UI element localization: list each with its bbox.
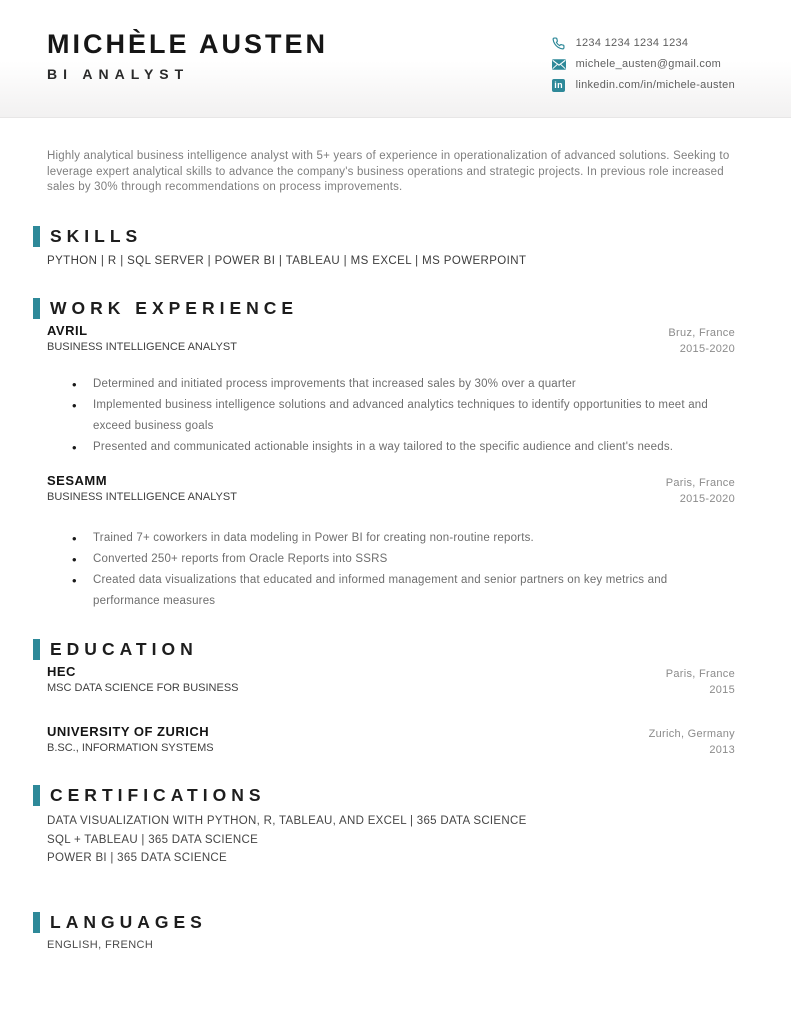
bullet-item: • Trained 7+ coworkers in data modeling in Power BI for creating non-routine reports. [72, 528, 735, 549]
bullet-item: • Converted 250+ reports from Oracle Reports into SSRS [72, 549, 735, 570]
job-meta [666, 473, 735, 507]
education-heading: EDUCATION [50, 639, 198, 660]
job-location: Paris, France [665, 477, 735, 490]
phone-number: 1234 1234 1234 1234 [575, 37, 689, 49]
job-header-sesamm [47, 473, 735, 507]
bullet-item: • Implemented business intelligence solutions and advanced analytics techniques to identify opportunities to meet and exceed business goals [72, 395, 735, 437]
company-name: SESAMM [47, 473, 108, 489]
job-identity [47, 473, 237, 507]
person-role: BI ANALYST [47, 65, 190, 82]
skills-heading: SKILLS [50, 226, 143, 247]
contact-email [552, 57, 735, 71]
header [0, 0, 791, 118]
accent-bar [33, 639, 40, 660]
school-name: HEC [47, 664, 76, 680]
accent-bar [33, 912, 40, 933]
education-meta [649, 724, 735, 758]
job-dates: 2015-2020 [679, 493, 735, 506]
bullet-item: • Determined and initiated process improvements that increased sales by 30% over a quarter [72, 374, 735, 395]
degree-name: B.SC., INFORMATION SYSTEMS [47, 742, 214, 755]
certification-item: SQL + TABLEAU | 365 DATA SCIENCE [47, 833, 259, 846]
certification-item: POWER BI | 365 DATA SCIENCE [47, 852, 228, 865]
education-meta [666, 664, 735, 698]
education-year: 2015 [709, 684, 735, 697]
phone-icon [552, 36, 566, 50]
job-location: Bruz, France [668, 327, 735, 340]
education-location: Paris, France [665, 668, 735, 681]
work-section-heading [33, 298, 791, 319]
accent-bar [33, 226, 40, 247]
job-bullets-avril [72, 374, 735, 458]
job-identity [47, 323, 237, 357]
education-year: 2013 [709, 744, 735, 757]
bullet-item: • Presented and communicated actionable insights in a way tailored to the specific audience and client's needs. [72, 437, 735, 458]
certifications-section-heading [33, 785, 791, 806]
education-identity [47, 664, 239, 698]
linkedin-url: linkedin.com/in/michele-austen [575, 79, 735, 91]
bullet-item: • Created data visualizations that educated and informed management and senior partners on key metrics and performance measures [72, 570, 735, 612]
certification-item: DATA VISUALIZATION WITH PYTHON, R, TABLEAU, AND EXCEL | 365 DATA SCIENCE [47, 815, 527, 828]
skills-section-heading [33, 226, 791, 247]
company-name: AVRIL [47, 323, 88, 339]
education-location: Zurich, Germany [648, 728, 735, 741]
languages-heading: LANGUAGES [50, 911, 207, 932]
accent-bar [33, 785, 40, 806]
contact-phone [552, 36, 735, 50]
accent-bar [33, 298, 40, 319]
email-icon [552, 57, 566, 71]
education-entry-hec [47, 664, 735, 698]
job-header-avril [47, 323, 735, 357]
languages-list: ENGLISH, FRENCH [47, 938, 154, 951]
job-title: BUSINESS INTELLIGENCE ANALYST [47, 341, 237, 354]
job-dates: 2015-2020 [679, 343, 735, 356]
education-identity [47, 724, 214, 758]
job-title: BUSINESS INTELLIGENCE ANALYST [47, 491, 237, 504]
job-bullets-sesamm [72, 528, 735, 612]
contact-linkedin [552, 78, 735, 92]
certifications-heading: CERTIFICATIONS [50, 785, 266, 806]
languages-section-heading [33, 912, 791, 933]
name-block [47, 0, 328, 117]
person-name: MICHÈLE AUSTEN [47, 29, 329, 59]
education-section-heading [33, 639, 791, 660]
degree-name: MSC DATA SCIENCE FOR BUSINESS [47, 682, 239, 695]
school-name: UNIVERSITY OF ZURICH [47, 724, 210, 740]
contact-block [552, 0, 735, 117]
work-heading: WORK EXPERIENCE [50, 298, 299, 319]
certifications-list [47, 812, 735, 868]
email-address: michele_austen@gmail.com [575, 58, 722, 70]
summary-paragraph: Highly analytical business intelligence analyst with 5+ years of experience in operationalization of advanced solutions. Seeking to leverage expert analytical skills to advance the company's business operations and strategic projects. In previous role increased sales by 30% through recommendations on process improvements. [47, 150, 730, 194]
linkedin-icon: in [552, 78, 566, 92]
skills-list: PYTHON | R | SQL SERVER | POWER BI | TABLEAU | MS EXCEL | MS POWERPOINT [47, 255, 527, 268]
job-meta [668, 323, 735, 357]
education-entry-zurich [47, 724, 735, 758]
